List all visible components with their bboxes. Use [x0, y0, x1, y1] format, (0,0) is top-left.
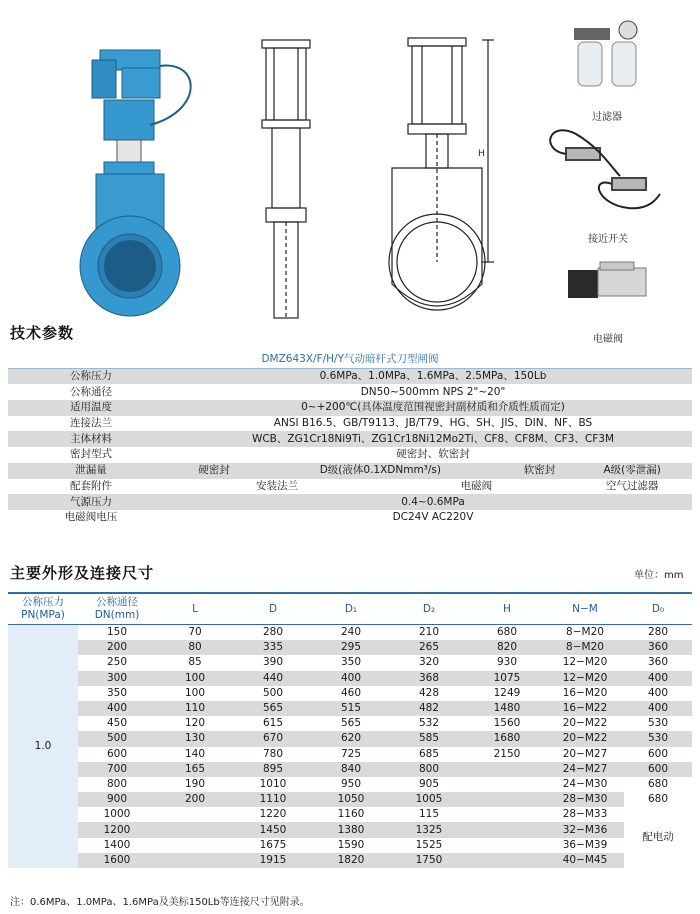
table-cell: 120 — [156, 716, 234, 731]
spec-key: 连接法兰 — [8, 416, 174, 432]
table-cell: 585 — [390, 731, 468, 746]
spec-value: 0~+200℃(具体温度范围视密封副材质和介质性质而定) — [174, 400, 692, 416]
table-cell: 600 — [78, 747, 156, 762]
table-cell: 500 — [78, 731, 156, 746]
table-cell: 530 — [624, 716, 692, 731]
table-cell: 428 — [390, 686, 468, 701]
spec-value: DN50~500mm NPS 2"~20" — [174, 384, 692, 400]
table-cell: 12−M20 — [546, 671, 624, 686]
table-cell: 820 — [468, 640, 546, 655]
spec-table — [8, 352, 692, 526]
table-cell: 12−M20 — [546, 655, 624, 670]
spec-key: 电磁阀电压 — [8, 510, 174, 526]
table-cell: 190 — [156, 777, 234, 792]
table-cell: 500 — [234, 686, 312, 701]
spec-table-title: DMZ643X/F/H/Y气动暗杆式刀型闸阀 — [8, 352, 692, 368]
d0-merged-cell: 配电动 — [624, 807, 692, 868]
table-cell: 335 — [234, 640, 312, 655]
valve-drawings — [0, 0, 700, 330]
table-cell: 800 — [390, 762, 468, 777]
table-cell: 1590 — [312, 838, 390, 853]
table-cell: 110 — [156, 701, 234, 716]
table-cell: 930 — [468, 655, 546, 670]
table-cell — [468, 838, 546, 853]
table-row — [8, 447, 692, 463]
table-row-leak — [8, 463, 692, 479]
table-cell: 28−M33 — [546, 807, 624, 822]
table-row — [8, 792, 692, 807]
table-cell: 450 — [78, 716, 156, 731]
table-cell: 515 — [312, 701, 390, 716]
table-cell: 200 — [156, 792, 234, 807]
table-row — [8, 777, 692, 792]
table-cell: 265 — [390, 640, 468, 655]
table-row — [8, 384, 692, 400]
table-row — [8, 747, 692, 762]
table-cell — [156, 838, 234, 853]
table-row — [8, 400, 692, 416]
spec-value: 安装法兰 — [174, 479, 380, 495]
spec-value: 硬密封 — [174, 463, 254, 479]
svg-text:H: H — [478, 149, 485, 159]
table-cell: 905 — [390, 777, 468, 792]
table-cell: 1820 — [312, 853, 390, 868]
table-cell: 36−M39 — [546, 838, 624, 853]
table-cell: 140 — [156, 747, 234, 762]
table-row — [8, 686, 692, 701]
table-cell: 2150 — [468, 747, 546, 762]
table-cell: 40−M45 — [546, 853, 624, 868]
table-cell — [468, 792, 546, 807]
dimension-table — [8, 592, 692, 868]
table-cell: 1005 — [390, 792, 468, 807]
table-cell: 16−M22 — [546, 701, 624, 716]
column-header: D — [234, 593, 312, 625]
spec-value: A级(零泄漏) — [572, 463, 692, 479]
table-cell: 440 — [234, 671, 312, 686]
table-cell: 600 — [624, 747, 692, 762]
table-cell: 20−M27 — [546, 747, 624, 762]
table-cell: 615 — [234, 716, 312, 731]
table-cell: 680 — [468, 625, 546, 641]
table-cell: 1075 — [468, 671, 546, 686]
table-cell: 320 — [390, 655, 468, 670]
table-cell: 368 — [390, 671, 468, 686]
table-cell: 1680 — [468, 731, 546, 746]
table-cell — [468, 853, 546, 868]
table-cell: 1110 — [234, 792, 312, 807]
table-cell: 670 — [234, 731, 312, 746]
table-cell: 900 — [78, 792, 156, 807]
table-cell: 250 — [78, 655, 156, 670]
table-cell: 350 — [78, 686, 156, 701]
dimension-table-body — [8, 625, 692, 869]
table-cell: 70 — [156, 625, 234, 641]
table-cell: 680 — [624, 777, 692, 792]
spec-key: 公称压力 — [8, 368, 174, 384]
valve-front-view — [389, 38, 494, 310]
table-cell: 780 — [234, 747, 312, 762]
table-cell: 530 — [624, 731, 692, 746]
table-cell: 700 — [78, 762, 156, 777]
table-cell: 240 — [312, 625, 390, 641]
table-cell: 1480 — [468, 701, 546, 716]
table-row-accessories — [8, 479, 692, 495]
table-cell: 24−M30 — [546, 777, 624, 792]
table-cell: 16−M20 — [546, 686, 624, 701]
column-header: D₂ — [390, 593, 468, 625]
column-header: D₀ — [624, 593, 692, 625]
table-cell: 1160 — [312, 807, 390, 822]
dimension-header-row — [8, 593, 692, 625]
column-header: H — [468, 593, 546, 625]
dimension-heading: 主要外形及连接尺寸 — [10, 564, 155, 582]
table-cell: 350 — [312, 655, 390, 670]
table-row — [8, 431, 692, 447]
table-cell: 1249 — [468, 686, 546, 701]
table-row — [8, 838, 692, 853]
table-cell: 130 — [156, 731, 234, 746]
column-header: N−M — [546, 593, 624, 625]
table-cell: 460 — [312, 686, 390, 701]
column-header: 公称压力 PN(MPa) — [8, 593, 78, 625]
table-cell: 685 — [390, 747, 468, 762]
table-cell: 1525 — [390, 838, 468, 853]
table-row — [8, 822, 692, 837]
spec-value: 电磁阀 — [380, 479, 572, 495]
table-cell: 28−M30 — [546, 792, 624, 807]
table-cell: 565 — [312, 716, 390, 731]
table-cell: 210 — [390, 625, 468, 641]
spec-value: ANSI B16.5、GB/T9113、JB/T79、HG、SH、JIS、DIN、NF、BS — [174, 416, 692, 432]
unit-label: 单位：mm — [634, 570, 684, 581]
table-cell: 1380 — [312, 822, 390, 837]
table-row — [8, 731, 692, 746]
table-cell: 295 — [312, 640, 390, 655]
table-cell: 1220 — [234, 807, 312, 822]
table-cell: 8−M20 — [546, 640, 624, 655]
table-row — [8, 416, 692, 432]
table-row — [8, 625, 692, 641]
table-row — [8, 655, 692, 670]
table-cell: 24−M27 — [546, 762, 624, 777]
table-row — [8, 807, 692, 822]
valve-photo — [80, 50, 191, 316]
table-cell: 895 — [234, 762, 312, 777]
table-cell: 300 — [78, 671, 156, 686]
spec-key: 密封型式 — [8, 447, 174, 463]
table-cell: 1050 — [312, 792, 390, 807]
spec-value: 硬密封、软密封 — [174, 447, 692, 463]
table-cell: 85 — [156, 655, 234, 670]
table-cell — [468, 762, 546, 777]
table-cell — [468, 822, 546, 837]
table-cell — [468, 777, 546, 792]
table-row — [8, 494, 692, 510]
table-cell: 800 — [78, 777, 156, 792]
spec-value: 空气过滤器 — [572, 479, 692, 495]
column-header: D₁ — [312, 593, 390, 625]
spec-key: 气源压力 — [8, 494, 174, 510]
table-row — [8, 853, 692, 868]
table-cell: 400 — [624, 686, 692, 701]
table-cell — [156, 822, 234, 837]
table-cell: 1010 — [234, 777, 312, 792]
table-cell: 20−M22 — [546, 716, 624, 731]
table-cell: 1000 — [78, 807, 156, 822]
spec-value: 0.4~0.6MPa — [174, 494, 692, 510]
spec-value: 0.6MPa、1.0MPa、1.6MPa、2.5MPa、150Lb — [174, 368, 692, 384]
table-cell: 482 — [390, 701, 468, 716]
table-cell: 400 — [624, 671, 692, 686]
table-cell: 1400 — [78, 838, 156, 853]
table-row — [8, 510, 692, 526]
table-cell: 32−M36 — [546, 822, 624, 837]
valve-side-view — [262, 40, 310, 318]
spec-value: D级(液体0.1XDNmm³/s) — [254, 463, 507, 479]
table-cell: 950 — [312, 777, 390, 792]
table-cell: 620 — [312, 731, 390, 746]
table-cell: 360 — [624, 655, 692, 670]
table-cell: 100 — [156, 686, 234, 701]
spec-key: 泄漏量 — [8, 463, 174, 479]
table-cell — [156, 853, 234, 868]
table-cell: 150 — [78, 625, 156, 641]
filter-photo — [574, 21, 637, 86]
table-row — [8, 671, 692, 686]
table-cell: 100 — [156, 671, 234, 686]
spec-value: WCB、ZG1Cr18Ni9Ti、ZG1Cr18Ni12Mo2Ti、CF8、CF8M、CF3、CF3M — [174, 431, 692, 447]
table-cell: 80 — [156, 640, 234, 655]
table-cell: 400 — [624, 701, 692, 716]
spec-key: 主体材料 — [8, 431, 174, 447]
proximity-switch-label: 接近开关 — [588, 234, 628, 245]
table-cell — [156, 807, 234, 822]
table-cell: 1450 — [234, 822, 312, 837]
table-cell: 200 — [78, 640, 156, 655]
pn-cell: 1.0 — [8, 625, 78, 869]
table-cell: 20−M22 — [546, 731, 624, 746]
table-row — [8, 701, 692, 716]
table-cell: 280 — [624, 625, 692, 641]
table-cell: 115 — [390, 807, 468, 822]
spec-value: 软密封 — [507, 463, 573, 479]
table-row — [8, 716, 692, 731]
table-row — [8, 368, 692, 384]
table-cell: 680 — [624, 792, 692, 807]
spec-key: 适用温度 — [8, 400, 174, 416]
table-row — [8, 640, 692, 655]
solenoid-valve-label: 电磁阀 — [593, 334, 623, 345]
table-cell: 400 — [78, 701, 156, 716]
column-header: 公称通径 DN(mm) — [78, 593, 156, 625]
table-cell: 1915 — [234, 853, 312, 868]
footnote: 注：0.6MPa、1.0MPa、1.6MPa及美标150Lb等连接尺寸见附录。 — [10, 897, 310, 908]
proximity-switch-photo — [550, 130, 660, 208]
table-row — [8, 762, 692, 777]
table-cell: 1560 — [468, 716, 546, 731]
table-cell: 532 — [390, 716, 468, 731]
table-cell: 1200 — [78, 822, 156, 837]
table-cell: 840 — [312, 762, 390, 777]
table-cell: 400 — [312, 671, 390, 686]
table-cell: 600 — [624, 762, 692, 777]
solenoid-valve-photo — [568, 262, 646, 298]
filter-label: 过滤器 — [592, 112, 622, 123]
table-cell: 390 — [234, 655, 312, 670]
spec-key: 配套附件 — [8, 479, 174, 495]
table-cell: 1325 — [390, 822, 468, 837]
table-cell: 1600 — [78, 853, 156, 868]
table-cell — [468, 807, 546, 822]
table-cell: 280 — [234, 625, 312, 641]
spec-title-row — [8, 352, 692, 368]
table-cell: 165 — [156, 762, 234, 777]
column-header: L — [156, 593, 234, 625]
spec-key: 公称通径 — [8, 384, 174, 400]
table-cell: 8−M20 — [546, 625, 624, 641]
spec-heading: 技术参数 — [10, 324, 75, 342]
table-cell: 725 — [312, 747, 390, 762]
table-cell: 1750 — [390, 853, 468, 868]
table-cell: 565 — [234, 701, 312, 716]
table-cell: 360 — [624, 640, 692, 655]
spec-value: DC24V AC220V — [174, 510, 692, 526]
table-cell: 1675 — [234, 838, 312, 853]
